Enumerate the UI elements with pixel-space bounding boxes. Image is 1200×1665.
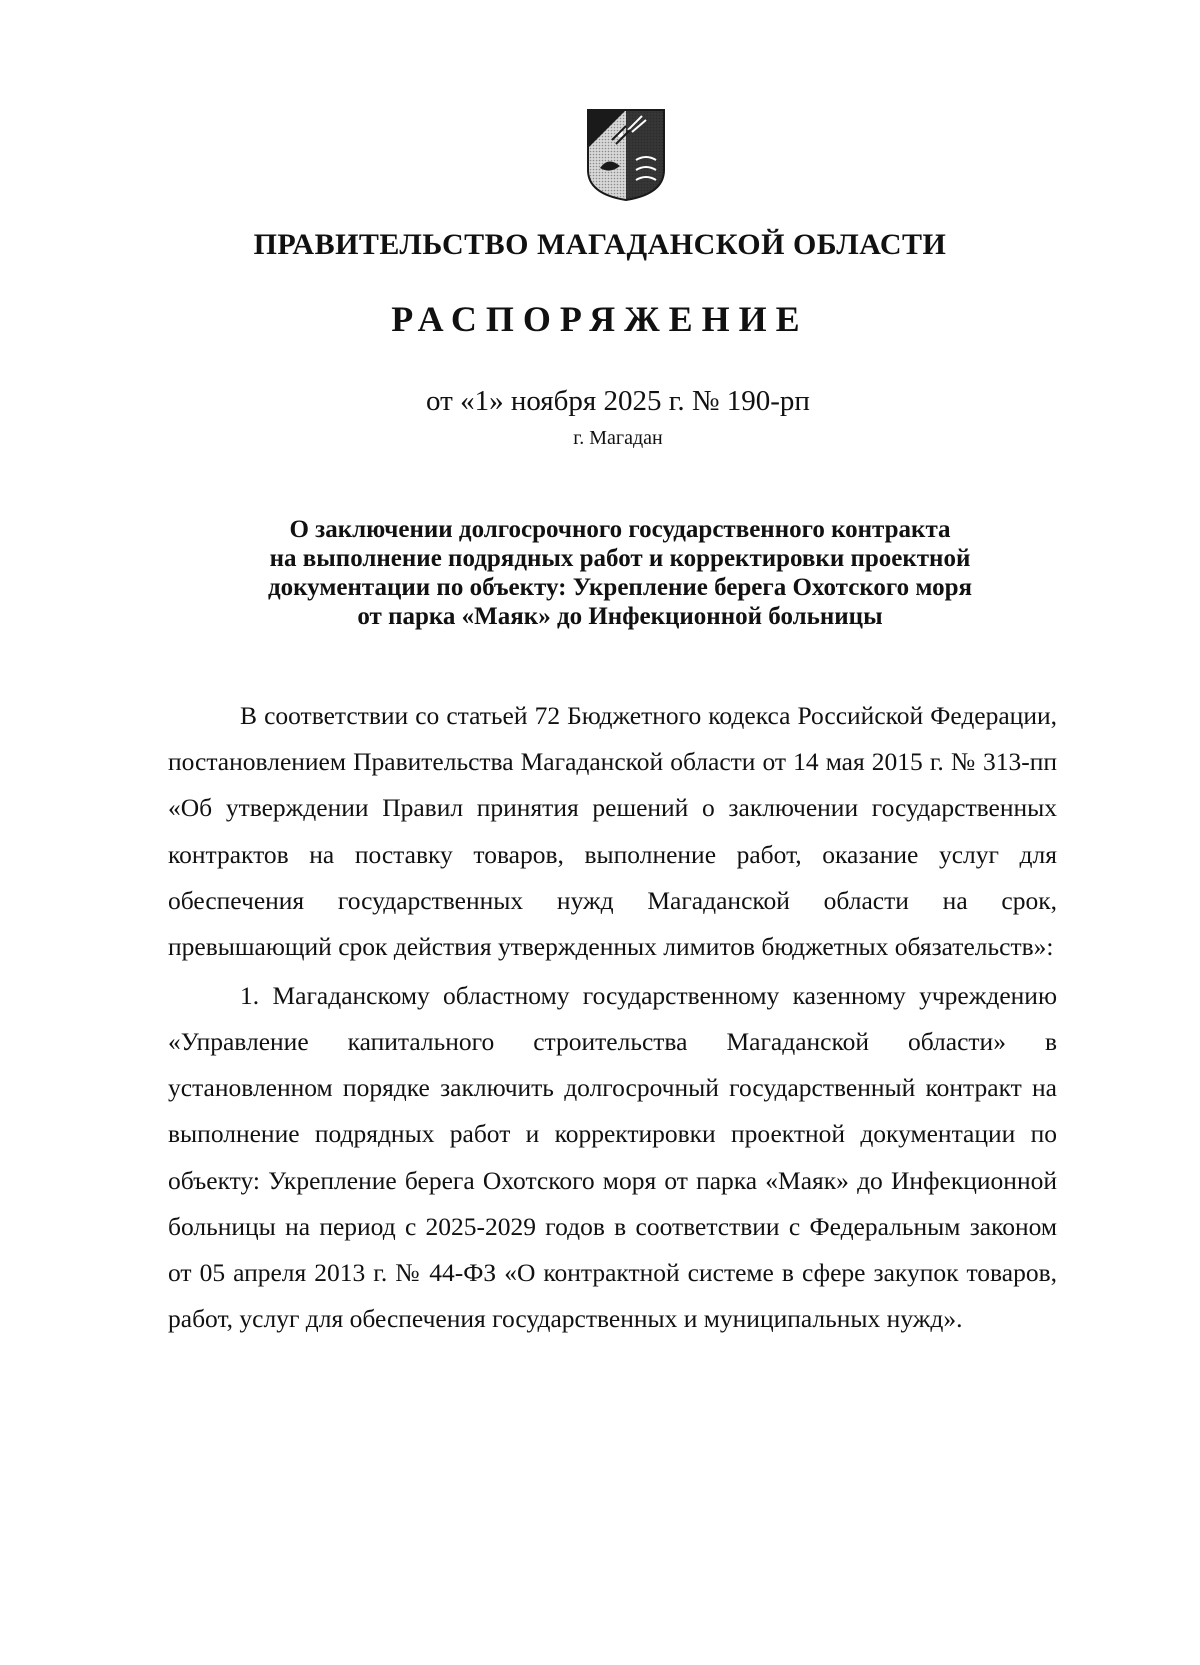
subject-line: О заключении долгосрочного государственного контракта — [289, 516, 951, 543]
document-type: РАСПОРЯЖЕНИЕ — [391, 299, 809, 339]
subject-line: документации по объекту: Укрепление берега Охотского моря — [267, 574, 973, 601]
city-line: г. Магадан — [573, 427, 663, 449]
subject-line: от парка «Маяк» до Инфекционной больницы — [357, 603, 883, 630]
body-paragraph-preamble: В соответствии со статьей 72 Бюджетного кодекса Российской Федерации, постановлением Правительства Магаданской области от 14 мая 2015 г. № 313-пп «Об утверждении Правил принятия решений о заключении государственных контрактов на поставку товаров, выполнение работ, оказание услуг для обеспечения государственных нужд Магаданской области на срок, превышающий срок действия утвержденных лимитов бюджетных обязательств»: — [168, 701, 1057, 962]
coat-of-arms-icon — [586, 108, 666, 202]
subject-line: на выполнение подрядных работ и корректировки проектной — [269, 545, 971, 572]
organization-title: ПРАВИТЕЛЬСТВО МАГАДАНСКОЙ ОБЛАСТИ — [253, 228, 947, 261]
date-number-line: от «1» ноября 2025 г. № 190-рп — [426, 385, 810, 417]
document-subject — [180, 515, 1060, 631]
document-body — [168, 693, 1057, 1345]
body-paragraph-item-1: 1. Магаданскому областному государственному казенному учреждению «Управление капитального строительства Магаданской области» в установленном порядке заключить долгосрочный государственный контракт на выполнение подрядных работ и корректировки проектной документации по объекту: Укрепление берега Охотского моря от парка «Маяк» до Инфекционной больницы на период с 2025-2029 годов в соответствии с Федеральным законом от 05 апреля 2013 г. № 44-ФЗ «О контрактной системе в сфере закупок товаров, работ, услуг для обеспечения государственных и муниципальных нужд». — [168, 980, 1057, 1334]
